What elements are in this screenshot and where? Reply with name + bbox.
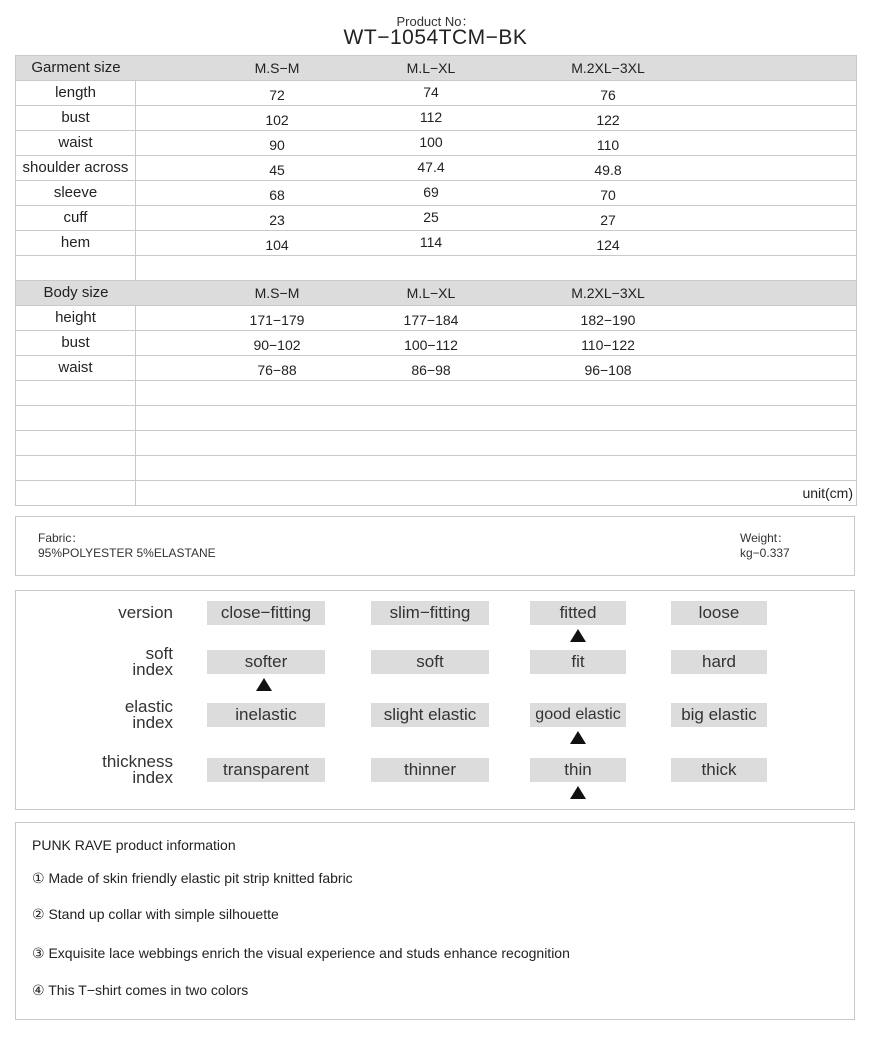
version-option: fitted	[530, 601, 626, 625]
row-label-empty	[16, 456, 136, 480]
index-box	[15, 590, 855, 810]
cell: 96−108	[584, 362, 632, 378]
cell: 182−190	[580, 312, 636, 328]
table-row-empty	[16, 381, 856, 406]
row-label: cuff	[16, 206, 136, 230]
row-label: bust	[16, 331, 136, 355]
cell: 104	[265, 237, 289, 253]
info-item: ③ Exquisite lace webbings enrich the visual experience and studs enhance recognition	[32, 945, 570, 961]
table-row	[16, 206, 856, 231]
product-info-box	[15, 822, 855, 1020]
label-line: index	[132, 660, 173, 679]
cell: 90−102	[253, 337, 301, 353]
table-row-empty	[16, 406, 856, 431]
info-item: ④ This T−shirt comes in two colors	[32, 982, 249, 998]
garment-size-header	[16, 55, 856, 81]
table-row	[16, 131, 856, 156]
table-row	[16, 106, 856, 131]
garment-size-title: Garment size	[31, 59, 121, 76]
cell: 112	[419, 109, 443, 125]
cell: 25	[423, 209, 439, 225]
cell: 100−112	[404, 337, 458, 353]
table-row	[16, 81, 856, 106]
cell: 177−184	[403, 312, 459, 328]
body-size-title: Body size	[43, 284, 109, 301]
weight-value: kg−0.337	[740, 546, 790, 560]
table-row	[16, 356, 856, 381]
weight-info	[740, 531, 790, 561]
label-line: version	[118, 603, 173, 622]
soft-option: softer	[207, 650, 325, 674]
version-option: slim−fitting	[371, 601, 489, 625]
cell: 90	[269, 137, 285, 153]
row-label-empty	[16, 406, 136, 430]
cell: 49.8	[594, 162, 622, 178]
cell: 76−88	[257, 362, 297, 378]
info-item: ① Made of skin friendly elastic pit strip knitted fabric	[32, 870, 353, 886]
size-col-1: M.S−M	[254, 60, 300, 76]
row-label: waist	[16, 131, 136, 155]
elastic-option: big elastic	[671, 703, 767, 727]
row-label: bust	[16, 106, 136, 130]
elastic-option: good elastic	[530, 703, 626, 727]
cell: 27	[600, 212, 616, 228]
label-line: soft	[145, 644, 173, 663]
info-item: ② Stand up collar with simple silhouette	[32, 906, 279, 922]
fabric-value: 95%POLYESTER 5%ELASTANE	[38, 546, 216, 560]
row-label-empty	[16, 381, 136, 405]
product-code: WT−1054TCM−BK	[343, 26, 528, 49]
cell: 72	[269, 87, 285, 103]
row-label: hem	[16, 231, 136, 255]
row-label: height	[16, 306, 136, 330]
version-option: close−fitting	[207, 601, 325, 625]
soft-option: hard	[671, 650, 767, 674]
size-col-3: M.2XL−3XL	[571, 60, 645, 76]
cell: 102	[265, 112, 289, 128]
label-line: thickness	[102, 752, 173, 771]
cell: 110−122	[581, 337, 635, 353]
table-row	[16, 231, 856, 256]
table-row-unit	[16, 481, 856, 506]
thickness-option: thin	[530, 758, 626, 782]
table-row-empty	[16, 456, 856, 481]
soft-option: soft	[371, 650, 489, 674]
size-col-3: M.2XL−3XL	[571, 285, 645, 301]
cell: 100	[419, 134, 443, 150]
thickness-option: thinner	[371, 758, 489, 782]
row-label-empty	[16, 481, 136, 505]
product-no-label: Product No：	[396, 14, 475, 29]
weight-label: Weight：	[740, 531, 790, 545]
size-col-2: M.L−XL	[406, 60, 456, 76]
table-row	[16, 331, 856, 356]
version-option: loose	[671, 601, 767, 625]
selection-marker-icon	[570, 629, 586, 642]
cell: 171−179	[249, 312, 305, 328]
cell: 45	[269, 162, 285, 178]
unit-label: unit(cm)	[802, 485, 853, 501]
version-label	[118, 605, 173, 621]
row-label-empty	[16, 256, 136, 280]
fabric-label: Fabric：	[38, 531, 84, 545]
label-line: elastic	[124, 697, 173, 716]
row-label: length	[16, 81, 136, 105]
table-row	[16, 306, 856, 331]
row-label-empty	[16, 431, 136, 455]
cell: 124	[596, 237, 620, 253]
cell: 114	[419, 234, 443, 250]
cell: 122	[596, 112, 620, 128]
elastic-option: slight elastic	[371, 703, 489, 727]
cell: 76	[600, 87, 616, 103]
size-table	[15, 55, 857, 506]
thickness-index-label	[102, 754, 173, 786]
fabric-info	[38, 531, 216, 561]
soft-index-label	[132, 646, 173, 678]
table-row-empty	[16, 431, 856, 456]
table-row	[16, 156, 856, 181]
cell: 74	[423, 84, 439, 100]
row-label: sleeve	[16, 181, 136, 205]
cell: 110	[596, 137, 620, 153]
fabric-box	[15, 516, 855, 576]
thickness-option: transparent	[207, 758, 325, 782]
cell: 70	[600, 187, 616, 203]
row-label: waist	[16, 356, 136, 380]
row-label: shoulder across	[16, 156, 136, 180]
cell: 86−98	[411, 362, 451, 378]
cell: 23	[269, 212, 285, 228]
body-size-header	[16, 281, 856, 306]
selection-marker-icon	[570, 731, 586, 744]
label-line: index	[132, 768, 173, 787]
cell: 68	[269, 187, 285, 203]
table-row-empty	[16, 256, 856, 281]
elastic-option: inelastic	[207, 703, 325, 727]
cell: 69	[423, 184, 439, 200]
soft-option: fit	[530, 650, 626, 674]
product-info-title: PUNK RAVE product information	[32, 837, 236, 853]
selection-marker-icon	[570, 786, 586, 799]
table-row	[16, 181, 856, 206]
selection-marker-icon	[256, 678, 272, 691]
size-col-2: M.L−XL	[406, 285, 456, 301]
elastic-index-label	[125, 699, 173, 731]
thickness-option: thick	[671, 758, 767, 782]
label-line: index	[132, 713, 173, 732]
size-col-1: M.S−M	[254, 285, 300, 301]
cell: 47.4	[417, 159, 445, 175]
